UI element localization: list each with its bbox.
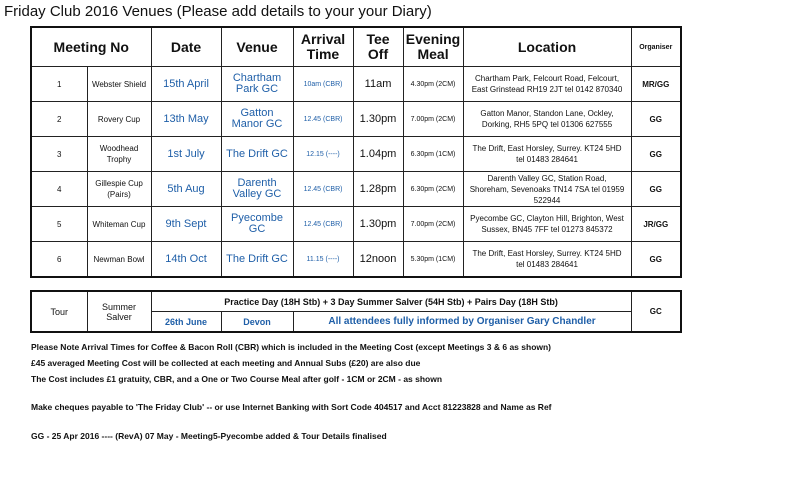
meeting-number: 6 [31,242,87,278]
meeting-venue: Darenth Valley GC [221,172,293,207]
tee-off-time: 11am [353,67,403,102]
organiser: JR/GG [631,207,681,242]
meeting-date: 9th Sept [151,207,221,242]
tour-row [31,291,681,312]
meeting-date: 5th Aug [151,172,221,207]
meeting-date: 13th May [151,102,221,137]
header-location: Location [463,27,631,67]
venue-location: The Drift, East Horsley, Surrey. KT24 5HD tel 01483 284641 [463,242,631,278]
meeting-name: Newman Bowl [87,242,151,278]
note-payment: Make cheques payable to 'The Friday Club' -- or use Internet Banking with Sort Code 404517 and Acct 81223828 and Name as Ref [31,402,552,412]
evening-meal: 6.30pm (2CM) [403,172,463,207]
tour-place: Devon [221,312,293,333]
header-evening-meal: Evening Meal [403,27,463,67]
table-row [31,207,681,242]
meeting-venue: The Drift GC [221,242,293,278]
meeting-venue: Gatton Manor GC [221,102,293,137]
note-cbr: Please Note Arrival Times for Coffee & Bacon Roll (CBR) which is included in the Meeting Cost (except Meetings 3 & 6 as shown) [31,342,552,352]
evening-meal: 6.30pm (1CM) [403,137,463,172]
organiser: GG [631,102,681,137]
header-row [31,27,681,67]
meeting-number: 3 [31,137,87,172]
venue-location: Pyecombe GC, Clayton Hill, Brighton, West Sussex, BN45 7FF tel 01273 845372 [463,207,631,242]
tour-label: Tour [31,291,87,332]
header-organiser: Organiser [631,27,681,67]
meeting-name: Webster Shield [87,67,151,102]
arrival-time: 12.45 (CBR) [293,102,353,137]
organiser: MR/GG [631,67,681,102]
tour-date: 26th June [151,312,221,333]
note-cost: £45 averaged Meeting Cost will be collected at each meeting and Annual Subs (£20) are also due [31,358,421,368]
organiser: GG [631,137,681,172]
document-title: Friday Club 2016 Venues (Please add details to your your Diary) [4,3,432,20]
meeting-number: 2 [31,102,87,137]
meeting-name: Whiteman Cup [87,207,151,242]
header-meeting-no: Meeting No [31,27,151,67]
evening-meal: 4.30pm (2CM) [403,67,463,102]
table-row [31,137,681,172]
venue-location: The Drift, East Horsley, Surrey. KT24 5HD tel 01483 284641 [463,137,631,172]
tee-off-time: 1.28pm [353,172,403,207]
header-tee-off: Tee Off [353,27,403,67]
meeting-venue: Chartham Park GC [221,67,293,102]
evening-meal: 7.00pm (2CM) [403,207,463,242]
tour-name: Summer Salver [87,291,151,332]
table-row [31,242,681,278]
evening-meal: 7.00pm (2CM) [403,102,463,137]
table-row [31,67,681,102]
meeting-venue: The Drift GC [221,137,293,172]
meeting-name: Gillespie Cup (Pairs) [87,172,151,207]
tour-headline: Practice Day (18H Stb) + 3 Day Summer Salver (54H Stb) + Pairs Day (18H Stb) [151,291,631,312]
header-venue: Venue [221,27,293,67]
tee-off-time: 1.30pm [353,102,403,137]
table-row [31,102,681,137]
arrival-time: 12.45 (CBR) [293,172,353,207]
organiser: GG [631,242,681,278]
venues-table [30,26,682,278]
venue-location: Darenth Valley GC, Station Road, Shoreham, Sevenoaks TN14 7SA tel 01959 522944 [463,172,631,207]
arrival-time: 11.15 (----) [293,242,353,278]
arrival-time: 10am (CBR) [293,67,353,102]
tee-off-time: 1.30pm [353,207,403,242]
table-row [31,172,681,207]
tour-organiser: GC [631,291,681,332]
meeting-name: Rovery Cup [87,102,151,137]
note-includes: The Cost includes £1 gratuity, CBR, and a One or Two Course Meal after golf - 1CM or 2CM - as shown [31,374,443,384]
meeting-name: Woodhead Trophy [87,137,151,172]
meeting-date: 14th Oct [151,242,221,278]
meeting-venue: Pyecombe GC [221,207,293,242]
tee-off-time: 1.04pm [353,137,403,172]
meeting-number: 4 [31,172,87,207]
arrival-time: 12.45 (CBR) [293,207,353,242]
meeting-number: 1 [31,67,87,102]
meeting-date: 15th April [151,67,221,102]
venue-location: Chartham Park, Felcourt Road, Felcourt, East Grinstead RH19 2JT tel 0142 870340 [463,67,631,102]
arrival-time: 12.15 (----) [293,137,353,172]
meeting-date: 1st July [151,137,221,172]
venue-location: Gatton Manor, Standon Lane, Ockley, Dorking, RH5 5PQ tel 01306 627555 [463,102,631,137]
revision-note: GG - 25 Apr 2016 ---- (RevA) 07 May - Meeting5-Pyecombe added & Tour Details finalised [31,431,387,441]
organiser: GG [631,172,681,207]
header-date: Date [151,27,221,67]
tour-table [30,290,682,333]
tee-off-time: 12noon [353,242,403,278]
evening-meal: 5.30pm (1CM) [403,242,463,278]
meeting-number: 5 [31,207,87,242]
header-arrival-time: Arrival Time [293,27,353,67]
tour-note: All attendees fully informed by Organiser Gary Chandler [293,312,631,333]
